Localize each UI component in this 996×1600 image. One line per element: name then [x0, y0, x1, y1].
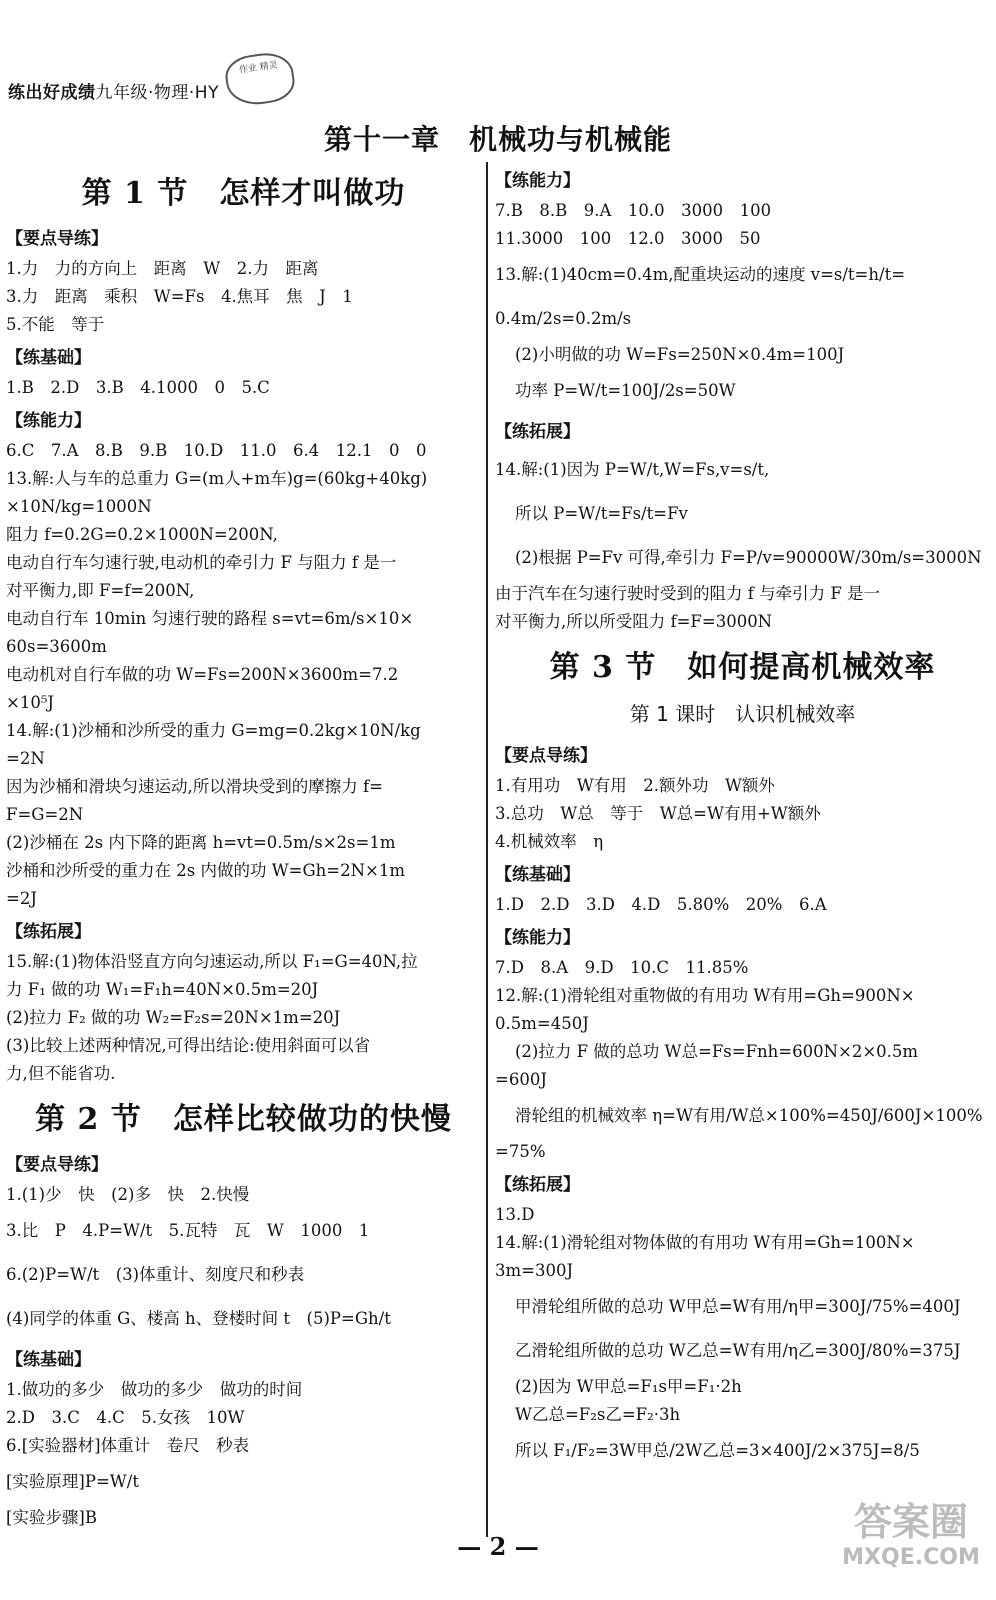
stamp-seal: 作业 精灵	[223, 50, 297, 109]
chapter-title: 第十一章 机械功与机械能	[323, 123, 672, 156]
exercise-label: 【练能力】	[6, 411, 91, 431]
answer-line: 滑轮组的机械效率 η=W有用/W总×100%=450J/600J×100%	[515, 1106, 983, 1125]
answer-line: 因为沙桶和滑块匀速运动,所以滑块受到的摩擦力 f=	[6, 777, 383, 796]
answer-line: 4.机械效率 η	[495, 832, 604, 851]
watermark-main: 答案圈	[853, 1500, 968, 1544]
answer-line: 7.D 8.A 9.D 10.C 11.85%	[495, 958, 749, 977]
answer-line: 1.做功的多少 做功的多少 做功的时间	[6, 1380, 303, 1399]
section-title: 第 2 节 怎样比较做功的快慢	[35, 1102, 452, 1137]
answer-line: 5.不能 等于	[6, 315, 105, 334]
answer-line: =2N	[6, 749, 45, 768]
exercise-label: 【练基础】	[6, 1350, 91, 1370]
answer-line: 0.4m/2s=0.2m/s	[495, 309, 632, 328]
answer-line: 所以 F₁/F₂=3W甲总/2W乙总=3×400J/2×375J=8/5	[515, 1441, 920, 1460]
answer-line: 电动机对自行车做的功 W=Fs=200N×3600m=7.2	[6, 665, 399, 684]
answer-line: 甲滑轮组所做的总功 W甲总=W有用/η甲=300J/75%=400J	[515, 1297, 961, 1316]
subsection-title: 第 1 课时 认识机械效率	[629, 702, 856, 726]
answer-line: =2J	[6, 889, 37, 908]
exercise-label: 【练能力】	[495, 171, 580, 191]
book-info: 九年级·物理·HY	[95, 83, 219, 103]
column-divider	[486, 162, 488, 1537]
answer-line: (3)比较上述两种情况,可得出结论:使用斜面可以省	[6, 1036, 371, 1055]
exercise-label: 【练基础】	[495, 865, 580, 885]
answer-line: (2)小明做的功 W=Fs=250N×0.4m=100J	[515, 345, 845, 364]
answer-line: =75%	[495, 1142, 546, 1161]
answer-line: 15.解:(1)物体沿竖直方向匀速运动,所以 F₁=G=40N,拉	[6, 952, 418, 971]
answer-line: 14.解:(1)滑轮组对物体做的有用功 W有用=Gh=100N×	[495, 1233, 915, 1252]
exercise-label: 【练拓展】	[6, 922, 91, 942]
answer-line: [实验原理]P=W/t	[6, 1472, 139, 1491]
answer-line: 6.(2)P=W/t (3)体重计、刻度尺和秒表	[6, 1265, 305, 1284]
answer-line: 1.有用功 W有用 2.额外功 W额外	[495, 776, 775, 795]
answer-line: 1.B 2.D 3.B 4.1000 0 5.C	[6, 378, 270, 397]
answer-line: 力,但不能省功.	[6, 1064, 116, 1083]
answer-line: (2)沙桶在 2s 内下降的距离 h=vt=0.5m/s×2s=1m	[6, 833, 396, 852]
exercise-label: 【要点导练】	[495, 746, 597, 766]
answer-line: 电动自行车匀速行驶,电动机的牵引力 F 与阻力 f 是一	[6, 553, 397, 572]
answer-line: 阻力 f=0.2G=0.2×1000N=200N,	[6, 525, 278, 544]
answer-line: 对平衡力,所以所受阻力 f=F=3000N	[495, 612, 773, 631]
answer-line: 沙桶和沙所受的重力在 2s 内做的功 W=Gh=2N×1m	[6, 861, 406, 880]
answer-line: W乙总=F₂s乙=F₂·3h	[515, 1405, 681, 1424]
answer-line: (2)因为 W甲总=F₁s甲=F₁·2h	[515, 1377, 742, 1396]
answer-line: 电动自行车 10min 匀速行驶的路程 s=vt=6m/s×10×	[6, 609, 414, 628]
answer-line: 3.力 距离 乘积 W=Fs 4.焦耳 焦 J 1	[6, 287, 353, 306]
answer-line: 60s=3600m	[6, 637, 107, 656]
exercise-label: 【练拓展】	[495, 1175, 580, 1195]
answer-line: 1.D 2.D 3.D 4.D 5.80% 20% 6.A	[495, 895, 827, 914]
answer-line: 力 F₁ 做的功 W₁=F₁h=40N×0.5m=20J	[6, 980, 319, 999]
page-number: — 2 —	[457, 1532, 539, 1561]
exercise-label: 【练能力】	[495, 928, 580, 948]
exercise-label: 【练拓展】	[495, 422, 580, 442]
book-name: 练出好成绩	[8, 83, 96, 103]
answer-line: 6.C 7.A 8.B 9.B 10.D 11.0 6.4 12.1 0 0	[6, 441, 427, 460]
answer-line: 由于汽车在匀速行驶时受到的阻力 f 与牵引力 F 是一	[495, 584, 881, 603]
exercise-label: 【要点导练】	[6, 229, 108, 249]
exercise-label: 【要点导练】	[6, 1155, 108, 1175]
answer-line: 1.力 力的方向上 距离 W 2.力 距离	[6, 259, 319, 278]
answer-line: 1.(1)少 快 (2)多 快 2.快慢	[6, 1185, 250, 1204]
answer-line: [实验步骤]B	[6, 1508, 97, 1527]
answer-line: =600J	[495, 1070, 547, 1089]
watermark-site: MXQE.COM	[842, 1545, 980, 1570]
answer-line: 3.总功 W总 等于 W总=W有用+W额外	[495, 804, 821, 823]
answer-line: 乙滑轮组所做的总功 W乙总=W有用/η乙=300J/80%=375J	[515, 1341, 961, 1360]
answer-line: 0.5m=450J	[495, 1014, 589, 1033]
answer-line: 功率 P=W/t=100J/2s=50W	[515, 381, 736, 400]
answer-line: 所以 P=W/t=Fs/t=Fv	[515, 504, 688, 523]
answer-line: 12.解:(1)滑轮组对重物做的有用功 W有用=Gh=900N×	[495, 986, 915, 1005]
answer-line: ×10N/kg=1000N	[6, 497, 152, 516]
answer-line: (2)拉力 F 做的总功 W总=Fs=Fnh=600N×2×0.5m	[515, 1042, 919, 1061]
answer-line: 13.解:人与车的总重力 G=(m人+m车)g=(60kg+40kg)	[6, 469, 428, 488]
answer-line: 7.B 8.B 9.A 10.0 3000 100	[495, 201, 772, 220]
answer-line: ×10⁵J	[6, 693, 55, 712]
book-header	[8, 78, 219, 103]
answer-line: 14.解:(1)因为 P=W/t,W=Fs,v=s/t,	[495, 460, 770, 479]
answer-line: 11.3000 100 12.0 3000 50	[495, 229, 761, 248]
answer-line: 13.D	[495, 1205, 535, 1224]
answer-line: (2)拉力 F₂ 做的功 W₂=F₂s=20N×1m=20J	[6, 1008, 341, 1027]
answer-line: (4)同学的体重 G、楼高 h、登楼时间 t (5)P=Gh/t	[6, 1309, 391, 1328]
section-title: 第 1 节 怎样才叫做功	[81, 176, 406, 211]
exercise-label: 【练基础】	[6, 348, 91, 368]
section-title: 第 3 节 如何提高机械效率	[549, 650, 936, 685]
watermark-logo	[836, 1500, 986, 1580]
answer-line: 14.解:(1)沙桶和沙所受的重力 G=mg=0.2kg×10N/kg	[6, 721, 421, 740]
answer-line: (2)根据 P=Fv 可得,牵引力 F=P/v=90000W/30m/s=3000N	[515, 548, 982, 567]
answer-line: 6.[实验器材]体重计 卷尺 秒表	[6, 1436, 250, 1455]
answer-line: F=G=2N	[6, 805, 84, 824]
right-column	[495, 162, 990, 1473]
answer-line: 13.解:(1)40cm=0.4m,配重块运动的速度 v=s/t=h/t=	[495, 265, 906, 284]
answer-line: 2.D 3.C 4.C 5.女孩 10W	[6, 1408, 245, 1427]
left-column	[6, 162, 481, 1532]
answer-line: 对平衡力,即 F=f=200N,	[6, 581, 195, 600]
answer-line: 3.比 P 4.P=W/t 5.瓦特 瓦 W 1000 1	[6, 1221, 370, 1240]
answer-line: 3m=300J	[495, 1261, 574, 1280]
